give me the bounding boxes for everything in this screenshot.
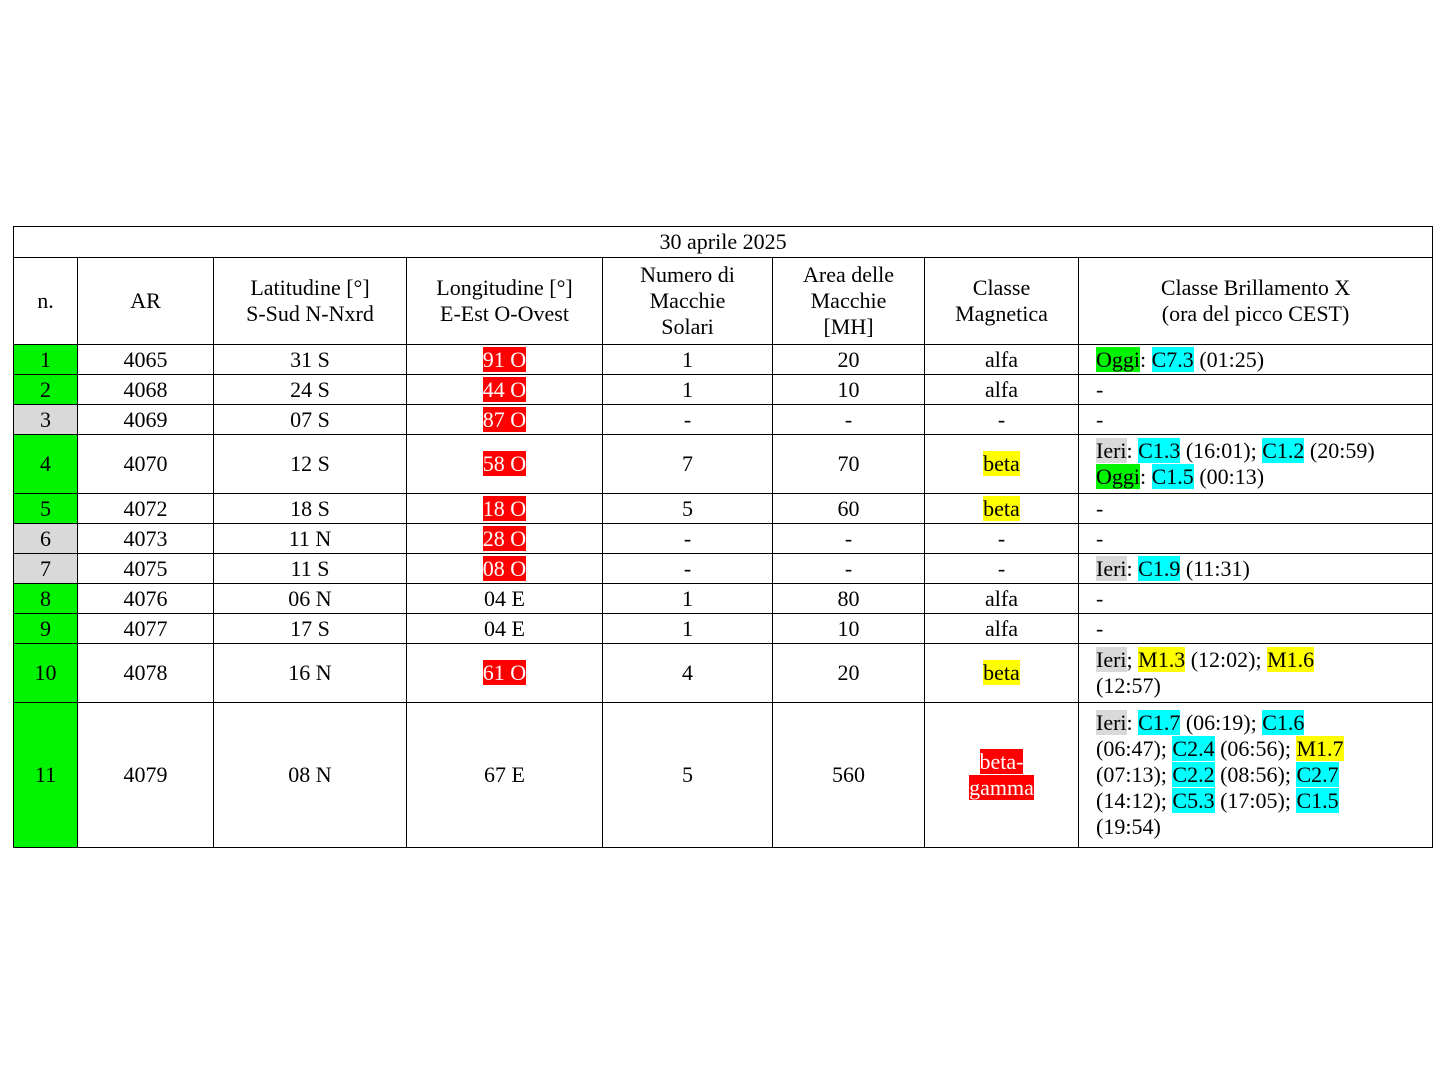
ar-cell <box>78 703 214 848</box>
longitude-cell <box>407 703 603 848</box>
table-row <box>14 524 1433 554</box>
table-row <box>14 703 1433 848</box>
latitude-value: 06 N <box>288 585 332 611</box>
flare-class-cell <box>1079 644 1433 703</box>
sunspot-area-value: 80 <box>837 585 860 611</box>
longitude-value: 28 O <box>482 525 527 551</box>
longitude-cell <box>407 494 603 524</box>
row-number-cell <box>14 524 78 554</box>
magnetic-class-value: beta <box>983 495 1020 521</box>
sunspot-area-cell <box>773 614 925 644</box>
sunspot-area-cell <box>773 703 925 848</box>
sunspot-number-cell <box>603 375 773 405</box>
flare-class-cell <box>1079 614 1433 644</box>
flare-highlight: M1.6 <box>1267 647 1315 673</box>
row-number-cell <box>14 703 78 848</box>
latitude-cell <box>214 644 407 703</box>
sunspot-area-cell <box>773 345 925 375</box>
latitude-value: 16 N <box>288 660 332 686</box>
row-number-cell <box>14 494 78 524</box>
header-text-line: Magnetica <box>955 301 1048 326</box>
sunspot-area-value: 560 <box>832 762 865 788</box>
sunspot-number-value: - <box>683 525 692 551</box>
sunspot-number-value: 1 <box>682 376 693 402</box>
flare-highlight: Oggi <box>1096 346 1140 372</box>
latitude-cell <box>214 405 407 435</box>
row-number-cell <box>14 614 78 644</box>
row-number-cell <box>14 435 78 494</box>
table-row <box>14 405 1433 435</box>
row-number-cell <box>14 375 78 405</box>
row-number: 5 <box>40 495 51 521</box>
latitude-cell <box>214 614 407 644</box>
longitude-cell <box>407 584 603 614</box>
header-text-line: Macchie <box>649 288 726 314</box>
flare-text: - <box>1096 376 1104 402</box>
header-sunspot-number <box>603 258 773 345</box>
sunspot-area-value: - <box>844 406 853 432</box>
sunspot-area-value: 20 <box>837 660 860 686</box>
latitude-value: 11 S <box>290 555 330 581</box>
sunspot-area-value: - <box>844 555 853 581</box>
latitude-value: 08 N <box>288 762 332 788</box>
flare-text: - <box>1096 406 1104 432</box>
flare-text: (06:19); <box>1180 710 1263 736</box>
magnetic-class-value: - <box>997 406 1006 432</box>
longitude-cell <box>407 524 603 554</box>
flare-highlight: C1.2 <box>1262 438 1305 464</box>
flare-text: (12:02); <box>1185 647 1268 673</box>
flare-highlight: C1.3 <box>1138 438 1181 464</box>
row-number-cell <box>14 644 78 703</box>
flare-class-cell <box>1079 494 1433 524</box>
header-sunspot-area <box>773 258 925 345</box>
magnetic-class-value: beta <box>983 660 1020 686</box>
sunspot-number-cell <box>603 584 773 614</box>
sunspot-number-cell <box>603 614 773 644</box>
sunspot-number-value: 5 <box>682 762 693 788</box>
flare-text: - <box>1096 585 1104 611</box>
row-number-cell <box>14 554 78 584</box>
sunspot-number-cell <box>603 345 773 375</box>
magnetic-class-cell <box>925 614 1079 644</box>
flare-highlight: C1.7 <box>1138 710 1181 736</box>
flare-text: - <box>1096 495 1104 521</box>
table-row <box>14 554 1433 584</box>
latitude-cell <box>214 494 407 524</box>
ar-cell <box>78 614 214 644</box>
longitude-cell <box>407 375 603 405</box>
flare-class-cell <box>1079 405 1433 435</box>
latitude-value: 11 N <box>288 525 332 551</box>
flare-text: (16:01); <box>1180 438 1263 464</box>
flare-text: : <box>1126 438 1139 464</box>
flare-highlight: Ieri <box>1096 438 1127 464</box>
magnetic-class-value: alfa <box>985 615 1018 641</box>
active-regions-table <box>13 226 1433 848</box>
flare-text: : <box>1126 710 1139 736</box>
latitude-cell <box>214 345 407 375</box>
ar-cell <box>78 524 214 554</box>
row-number: 11 <box>34 762 57 788</box>
longitude-value: 44 O <box>482 376 527 402</box>
table-row <box>14 345 1433 375</box>
latitude-cell <box>214 375 407 405</box>
row-number: 3 <box>40 406 51 432</box>
latitude-value: 07 S <box>290 406 330 432</box>
sunspot-area-value: 10 <box>837 376 860 402</box>
sunspot-number-value: 4 <box>682 660 693 686</box>
ar-cell <box>78 435 214 494</box>
latitude-value: 18 S <box>290 495 330 521</box>
magnetic-class-cell <box>925 554 1079 584</box>
sunspot-number-value: - <box>683 555 692 581</box>
flare-highlight: C2.2 <box>1172 762 1215 788</box>
sunspot-number-value: 5 <box>682 495 693 521</box>
table-row <box>14 584 1433 614</box>
ar-cell <box>78 584 214 614</box>
flare-class-cell <box>1079 584 1433 614</box>
header-text-line: Classe <box>972 275 1031 301</box>
ar-value: 4076 <box>123 585 168 611</box>
longitude-value: 67 E <box>484 762 525 788</box>
header-text-line: Macchie <box>810 288 887 314</box>
flare-text: : <box>1126 555 1139 581</box>
magnetic-class-cell <box>925 435 1079 494</box>
longitude-cell <box>407 435 603 494</box>
latitude-cell <box>214 435 407 494</box>
header-text-line: [MH] <box>823 313 874 339</box>
latitude-value: 17 S <box>290 615 330 641</box>
magnetic-class-cell <box>925 345 1079 375</box>
ar-cell <box>78 345 214 375</box>
flare-text: - <box>1096 525 1104 551</box>
magnetic-class-value: - <box>997 555 1006 581</box>
flare-text: (19:54) <box>1096 813 1161 839</box>
table-row <box>14 375 1433 405</box>
header-text-line: Longitudine [°] <box>436 275 573 301</box>
flare-highlight: M1.7 <box>1296 736 1344 762</box>
flare-class-cell <box>1079 345 1433 375</box>
longitude-value: 61 O <box>482 660 527 686</box>
sunspot-number-cell <box>603 405 773 435</box>
sunspot-number-cell <box>603 435 773 494</box>
flare-highlight: C1.9 <box>1138 555 1181 581</box>
row-number-cell <box>14 405 78 435</box>
longitude-value: 18 O <box>482 495 527 521</box>
flare-class-cell <box>1079 703 1433 848</box>
flare-class-cell <box>1079 435 1433 494</box>
flare-highlight: Oggi <box>1096 464 1140 489</box>
magnetic-class-cell <box>925 584 1079 614</box>
latitude-value: 31 S <box>290 346 330 372</box>
table-row <box>14 435 1433 494</box>
ar-value: 4073 <box>123 525 168 551</box>
latitude-value: 24 S <box>290 376 330 402</box>
sunspot-area-value: 60 <box>837 495 860 521</box>
longitude-cell <box>407 614 603 644</box>
flare-text: : <box>1140 464 1152 489</box>
flare-highlight: C1.5 <box>1151 464 1194 489</box>
ar-value: 4077 <box>123 615 168 641</box>
longitude-value: 87 O <box>482 406 527 432</box>
row-number: 8 <box>40 585 51 611</box>
flare-class-cell <box>1079 554 1433 584</box>
magnetic-class-cell <box>925 405 1079 435</box>
magnetic-class-value: alfa <box>985 585 1018 611</box>
sunspot-number-cell <box>603 554 773 584</box>
sunspot-area-cell <box>773 644 925 703</box>
flare-highlight: C1.5 <box>1296 787 1339 813</box>
flare-class-cell <box>1079 524 1433 554</box>
row-number-cell <box>14 345 78 375</box>
longitude-cell <box>407 554 603 584</box>
header-latitude <box>214 258 407 345</box>
sunspot-area-cell <box>773 375 925 405</box>
flare-text: (11:31) <box>1180 555 1250 581</box>
sunspot-number-cell <box>603 644 773 703</box>
header-text-line: (ora del picco CEST) <box>1161 301 1350 326</box>
longitude-cell <box>407 644 603 703</box>
header-n <box>14 258 78 345</box>
flare-text: ; <box>1126 647 1139 673</box>
ar-value: 4065 <box>123 346 168 372</box>
longitude-value: 04 E <box>484 615 525 641</box>
flare-highlight: C2.7 <box>1296 762 1339 788</box>
table-row <box>14 494 1433 524</box>
magnetic-class-value: beta- <box>979 749 1024 775</box>
sunspot-number-value: 1 <box>682 615 693 641</box>
ar-cell <box>78 405 214 435</box>
ar-value: 4072 <box>123 495 168 521</box>
sunspot-area-cell <box>773 554 925 584</box>
header-flare-class <box>1079 258 1433 345</box>
flare-highlight: Ieri <box>1096 555 1127 581</box>
sunspot-number-value: 1 <box>682 585 693 611</box>
flare-text: (17:05); <box>1214 787 1297 813</box>
row-number: 4 <box>40 451 51 477</box>
flare-text: (20:59) <box>1304 438 1375 464</box>
ar-value: 4069 <box>123 406 168 432</box>
flare-text: (12:57) <box>1096 673 1161 698</box>
flare-text: (14:12); <box>1096 787 1173 813</box>
table-row <box>14 614 1433 644</box>
row-number: 2 <box>40 376 51 402</box>
ar-cell <box>78 644 214 703</box>
latitude-cell <box>214 524 407 554</box>
longitude-value: 58 O <box>482 451 527 477</box>
row-number: 6 <box>40 525 51 551</box>
ar-cell <box>78 494 214 524</box>
flare-text: (06:47); <box>1096 736 1173 762</box>
sunspot-area-cell <box>773 405 925 435</box>
header-text-line: Area delle <box>803 262 894 288</box>
sunspot-area-cell <box>773 435 925 494</box>
ar-value: 4070 <box>123 451 168 477</box>
longitude-cell <box>407 405 603 435</box>
magnetic-class-value: gamma <box>969 775 1034 800</box>
flare-class-cell <box>1079 375 1433 405</box>
header-row <box>14 258 1433 345</box>
magnetic-class-cell <box>925 703 1079 848</box>
header-ar <box>78 258 214 345</box>
sunspot-area-value: 20 <box>837 346 860 372</box>
header-longitude <box>407 258 603 345</box>
ar-value: 4078 <box>123 660 168 686</box>
row-number: 9 <box>40 615 51 641</box>
flare-highlight: Ieri <box>1096 647 1127 673</box>
flare-text: (07:13); <box>1096 762 1173 788</box>
ar-value: 4068 <box>123 376 168 402</box>
flare-text: - <box>1096 615 1104 641</box>
header-text-line: S-Sud N-Nxrd <box>246 301 374 326</box>
sunspot-area-value: 10 <box>837 615 860 641</box>
flare-highlight: C2.4 <box>1172 736 1215 762</box>
magnetic-class-cell <box>925 375 1079 405</box>
sunspot-number-value: 7 <box>682 451 693 477</box>
ar-value: 4075 <box>123 555 168 581</box>
header-text-line: Latitudine [°] <box>250 275 370 301</box>
flare-highlight: M1.3 <box>1138 647 1186 673</box>
longitude-value: 91 O <box>482 346 527 372</box>
longitude-value: 04 E <box>484 585 525 611</box>
flare-highlight: Ieri <box>1096 710 1127 736</box>
row-number-cell <box>14 584 78 614</box>
magnetic-class-value: alfa <box>985 376 1018 402</box>
ar-value: 4079 <box>123 762 168 788</box>
sunspot-area-cell <box>773 584 925 614</box>
magnetic-class-value: beta <box>983 451 1020 477</box>
magnetic-class-value: alfa <box>985 346 1018 372</box>
table-title: 30 aprile 2025 <box>14 227 1433 258</box>
magnetic-class-cell <box>925 494 1079 524</box>
flare-highlight: C5.3 <box>1172 787 1215 813</box>
header-text-line: Solari <box>661 313 714 339</box>
table-row <box>14 644 1433 703</box>
header-text-line: Classe Brillamento X <box>1160 275 1351 301</box>
flare-text: (06:56); <box>1214 736 1297 762</box>
title-row <box>14 227 1433 258</box>
flare-text: : <box>1140 346 1152 372</box>
table-body <box>14 258 1433 848</box>
sunspot-area-value: 70 <box>837 451 860 477</box>
longitude-cell <box>407 345 603 375</box>
magnetic-class-cell <box>925 524 1079 554</box>
flare-highlight: C7.3 <box>1151 346 1194 372</box>
latitude-cell <box>214 584 407 614</box>
header-text-line: E-Est O-Ovest <box>440 301 569 326</box>
row-number: 1 <box>40 346 51 372</box>
flare-text: (08:56); <box>1214 762 1297 788</box>
sunspot-number-value: - <box>683 406 692 432</box>
sunspot-area-value: - <box>844 525 853 551</box>
sunspot-number-value: 1 <box>682 346 693 372</box>
longitude-value: 08 O <box>482 555 527 581</box>
flare-text: (00:13) <box>1193 464 1265 489</box>
ar-cell <box>78 375 214 405</box>
header-magnetic-class <box>925 258 1079 345</box>
magnetic-class-cell <box>925 644 1079 703</box>
latitude-value: 12 S <box>290 451 330 477</box>
flare-text: (01:25) <box>1193 346 1265 372</box>
ar-cell <box>78 554 214 584</box>
sunspot-number-cell <box>603 494 773 524</box>
sunspot-area-cell <box>773 524 925 554</box>
header-text-line: n. <box>37 288 54 314</box>
row-number: 7 <box>40 555 51 581</box>
sunspot-number-cell <box>603 524 773 554</box>
header-text-line: Numero di <box>640 262 735 288</box>
flare-highlight: C1.6 <box>1262 710 1305 736</box>
magnetic-class-value: - <box>997 525 1006 551</box>
latitude-cell <box>214 703 407 848</box>
latitude-cell <box>214 554 407 584</box>
sunspot-number-cell <box>603 703 773 848</box>
sunspot-area-cell <box>773 494 925 524</box>
row-number: 10 <box>34 660 57 686</box>
header-text-line: AR <box>130 288 161 314</box>
